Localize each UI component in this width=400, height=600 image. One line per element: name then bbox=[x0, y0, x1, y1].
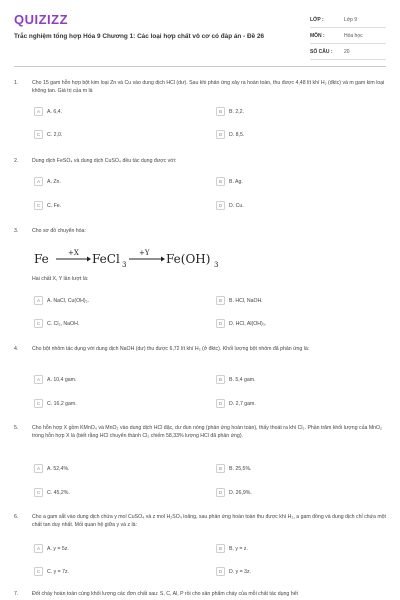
question-2 bbox=[14, 157, 386, 165]
option-text: C. 16,2 gam. bbox=[47, 400, 77, 407]
option-2c[interactable] bbox=[34, 201, 61, 210]
option-key-box: D bbox=[216, 399, 225, 408]
diagram-arrow2-label: +Y bbox=[139, 249, 150, 257]
option-key-box: C bbox=[34, 399, 43, 408]
option-key-box: A bbox=[34, 544, 43, 553]
option-key-box: B bbox=[216, 375, 225, 384]
option-text: B. y = z. bbox=[229, 545, 248, 552]
option-text: B. HCl, NaOH. bbox=[229, 297, 263, 304]
question-3 bbox=[14, 227, 386, 235]
meta-value: Hóa học bbox=[344, 32, 363, 39]
header-divider bbox=[14, 66, 386, 67]
option-5c[interactable] bbox=[34, 488, 70, 497]
option-key-box: C bbox=[34, 567, 43, 576]
question-text: Dung dịch FeSO₄ và dung dịch CuSO₄ đều tác dụng được với: bbox=[32, 158, 177, 164]
diagram-middle-sub: 3 bbox=[122, 261, 127, 269]
meta-row-subject bbox=[310, 28, 386, 44]
option-key-box: B bbox=[216, 107, 225, 116]
option-text: B. Ag. bbox=[229, 178, 243, 185]
option-4d[interactable] bbox=[216, 399, 256, 408]
option-3d[interactable] bbox=[216, 319, 266, 328]
question-number: 5. bbox=[14, 425, 19, 431]
meta-row-count bbox=[310, 44, 386, 60]
option-text: C. Cl₂, NaOH. bbox=[47, 320, 80, 327]
option-key-box: C bbox=[34, 488, 43, 497]
option-6b[interactable] bbox=[216, 544, 248, 553]
question-text: Cho hỗn hợp X gồm KMnO₄ và MnO₂ vào dung dịch HCl đặc, dư đun nóng (phản ứng hoàn toàn), thấy thoát ra khí Cl₂. Phần trăm khối lượng của MnO₂ trong hỗn hợp X là (biết rằng HCl chuyển thành Cl₂ chiếm 58,33% lượng HCl đã phản ứng). bbox=[32, 425, 383, 440]
option-4a[interactable] bbox=[34, 375, 76, 384]
question-5 bbox=[14, 424, 386, 440]
conversion-diagram bbox=[34, 244, 234, 274]
option-4c[interactable] bbox=[34, 399, 77, 408]
option-key-box: C bbox=[34, 319, 43, 328]
option-5b[interactable] bbox=[216, 464, 252, 473]
question-text: Đốt cháy hoàn toàn cùng khối lượng các đơn chất sau: S, C, Al, P rồi cho sản phẩm cháy của mỗi chất tác dụng hết bbox=[32, 591, 298, 597]
question-4 bbox=[14, 345, 386, 353]
question-6 bbox=[14, 513, 386, 529]
question-text: Cho sơ đồ chuyển hóa: bbox=[32, 228, 86, 234]
option-2a[interactable] bbox=[34, 177, 61, 186]
option-text: A. NaCl, Cu(OH)₂. bbox=[47, 297, 90, 304]
header bbox=[0, 0, 400, 64]
option-text: D. y = 3z. bbox=[229, 568, 252, 575]
option-key-box: A bbox=[34, 296, 43, 305]
arrow-2-head bbox=[161, 257, 165, 262]
option-text: A. 6,4. bbox=[47, 108, 62, 115]
question-number: 4. bbox=[14, 346, 19, 352]
option-5a[interactable] bbox=[34, 464, 70, 473]
option-text: B. 25,5%. bbox=[229, 465, 252, 472]
option-1b[interactable] bbox=[216, 107, 244, 116]
option-6a[interactable] bbox=[34, 544, 69, 553]
diagram-start: Fe bbox=[34, 252, 49, 266]
option-key-box: A bbox=[34, 464, 43, 473]
option-5d[interactable] bbox=[216, 488, 252, 497]
option-2b[interactable] bbox=[216, 177, 243, 186]
option-key-box: A bbox=[34, 177, 43, 186]
quizizz-logo: QUIZIZZ bbox=[14, 12, 69, 27]
option-key-box: B bbox=[216, 544, 225, 553]
option-text: C. 2,0. bbox=[47, 131, 63, 138]
diagram-middle: FeCl bbox=[92, 252, 120, 266]
option-key-box: C bbox=[34, 130, 43, 139]
diagram-arrow1-label: +X bbox=[68, 249, 79, 257]
option-key-box: B bbox=[216, 177, 225, 186]
option-text: A. 52,4%. bbox=[47, 465, 70, 472]
option-6d[interactable] bbox=[216, 567, 251, 576]
question-text: Cho 15 gam hỗn hợp bột kim loại Zn và Cu vào dung dịch HCl (dư). Sau khi phản ứng xảy ra hoàn toàn, thu được 4,48 lít khí H₂ (đktc) và m gam kim loại không tan. Giá trị của m là bbox=[32, 80, 385, 95]
option-4b[interactable] bbox=[216, 375, 256, 384]
option-3a[interactable] bbox=[34, 296, 89, 305]
option-key-box: A bbox=[34, 107, 43, 116]
option-text: C. y = 7z. bbox=[47, 568, 70, 575]
diagram-end-sub: 3 bbox=[214, 261, 219, 269]
question-followup-text: Hai chất X, Y lần lượt là: bbox=[32, 276, 89, 282]
option-key-box: D bbox=[216, 130, 225, 139]
question-number: 6. bbox=[14, 514, 19, 520]
arrow-1-head bbox=[87, 257, 91, 262]
option-text: C. 45,2%. bbox=[47, 489, 70, 496]
question-number: 1. bbox=[14, 80, 19, 86]
option-key-box: A bbox=[34, 375, 43, 384]
meta-label: SỐ CÂU : bbox=[310, 48, 333, 55]
option-text: D. HCl, Al(OH)₃. bbox=[229, 320, 267, 327]
option-key-box: D bbox=[216, 567, 225, 576]
meta-value: Lớp 9 bbox=[344, 16, 358, 23]
option-text: D. 2,7 gam. bbox=[229, 400, 256, 407]
question-3-followup bbox=[14, 275, 386, 283]
option-key-box: D bbox=[216, 488, 225, 497]
option-key-box: D bbox=[216, 201, 225, 210]
question-text: Cho a gam sắt vào dung dịch chứa y mol CuSO₄ và z mol H₂SO₄ loãng, sau phản ứng hoàn toàn thu được khí H₂, a gam đồng và dung dịch chỉ chứa một chất tan duy nhất. Mối quan hệ giữa y và z là: bbox=[32, 514, 387, 529]
option-text: D. 8,5. bbox=[229, 131, 245, 138]
page-title: Trắc nghiệm tổng hợp Hóa 9 Chương 1: Các loại hợp chất vô cơ có đáp án - Đề 26 bbox=[14, 33, 265, 40]
diagram-end: Fe(OH) bbox=[166, 252, 211, 266]
meta-table bbox=[310, 12, 386, 60]
option-text: A. y = 5z. bbox=[47, 545, 69, 552]
option-text: A. Zn. bbox=[47, 178, 61, 185]
option-6c[interactable] bbox=[34, 567, 69, 576]
option-key-box: B bbox=[216, 296, 225, 305]
question-number: 2. bbox=[14, 158, 19, 164]
option-key-box: B bbox=[216, 464, 225, 473]
option-text: C. Fe. bbox=[47, 202, 62, 209]
option-3c[interactable] bbox=[34, 319, 79, 328]
option-2d[interactable] bbox=[216, 201, 244, 210]
question-7 bbox=[14, 590, 386, 600]
option-1c[interactable] bbox=[34, 130, 62, 139]
question-text: Cho bột nhôm tác dụng với dung dịch NaOH (dư) thu được 6,72 lít khí H₂ (ở đktc). Khối lượng bột nhôm đã phản ứng là: bbox=[32, 346, 310, 352]
option-key-box: C bbox=[34, 201, 43, 210]
option-3b[interactable] bbox=[216, 296, 263, 305]
option-text: B. 2,2. bbox=[229, 108, 244, 115]
meta-row-class bbox=[310, 12, 386, 28]
option-1a[interactable] bbox=[34, 107, 62, 116]
meta-label: MÔN : bbox=[310, 32, 325, 39]
option-text: B. 5,4 gam. bbox=[229, 376, 256, 383]
option-key-box: D bbox=[216, 319, 225, 328]
meta-value: 20 bbox=[344, 48, 350, 55]
question-1 bbox=[14, 79, 386, 95]
option-text: A. 10,4 gam. bbox=[47, 376, 77, 383]
option-1d[interactable] bbox=[216, 130, 244, 139]
meta-label: LỚP : bbox=[310, 16, 324, 23]
question-number: 3. bbox=[14, 228, 19, 234]
option-text: D. Cu. bbox=[229, 202, 244, 209]
question-number: 7. bbox=[14, 591, 19, 597]
option-text: D. 26,9%. bbox=[229, 489, 252, 496]
